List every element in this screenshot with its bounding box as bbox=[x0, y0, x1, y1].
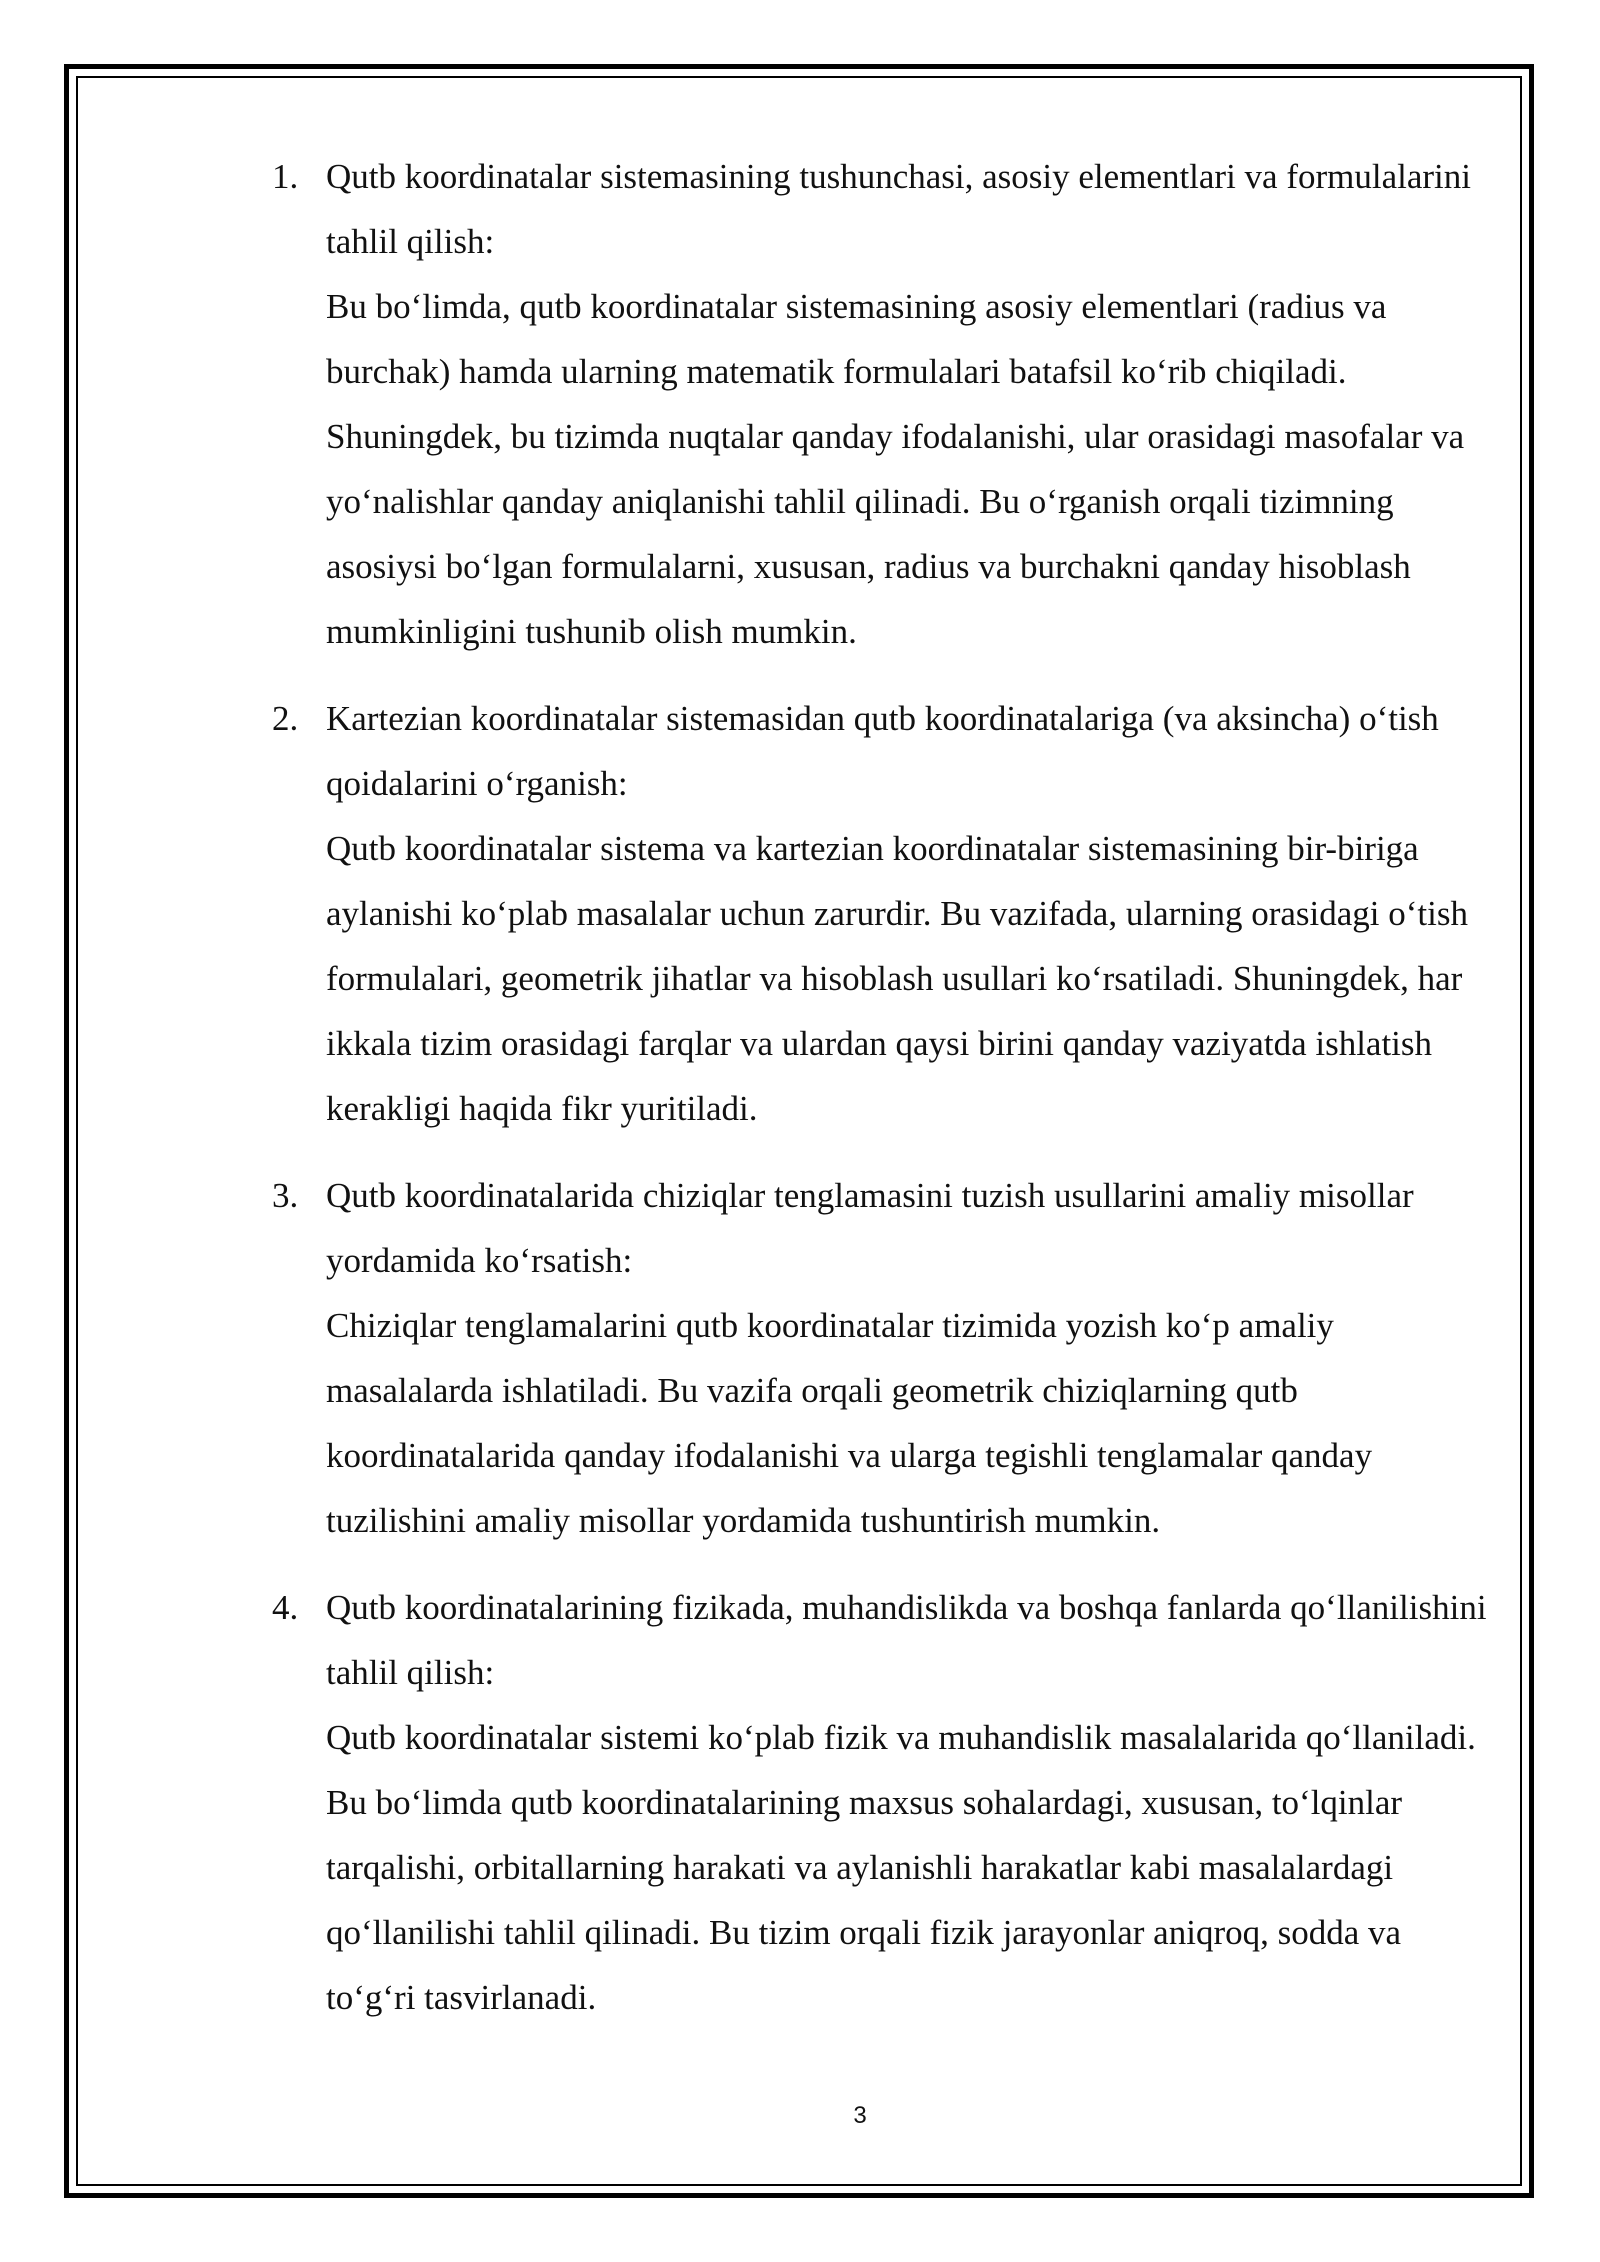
list-item-heading: Qutb koordinatalar sistemasining tushunchasi, asosiy elementlari va formulalarini tahlil qilish: bbox=[326, 157, 1472, 261]
list-item-body: Qutb koordinatalar sistemi ko‘plab fizik va muhandislik masalalarida qo‘llaniladi. Bu bo‘limda qutb koordinatalarining maxsus sohalardagi, xususan, to‘lqinlar tarqalishi, orbitallarning harakati va aylanishli harakatlar kabi masalalardagi qo‘llanilishi tahlil qilinadi. Bu tizim orqali fizik jarayonlar aniqroq, sodda va to‘g‘ri tasvirlanadi. bbox=[326, 1718, 1476, 2017]
list-item-heading: Qutb koordinatalarida chiziqlar tenglamasini tuzish usullarini amaliy misollar yordamida ko‘rsatish: bbox=[326, 1176, 1414, 1280]
list-item-number: 2. bbox=[272, 699, 299, 738]
document-body bbox=[272, 144, 1492, 2052]
page-number: 3 bbox=[853, 2102, 867, 2129]
list-item-heading: Qutb koordinatalarining fizikada, muhandislikda va boshqa fanlarda qo‘llanilishini tahlil qilish: bbox=[326, 1588, 1487, 1692]
list-item-number: 3. bbox=[272, 1176, 299, 1215]
list-item bbox=[272, 1163, 1492, 1553]
list-item-body: Bu bo‘limda, qutb koordinatalar sistemasining asosiy elementlari (radius va burchak) hamda ularning matematik formulalari batafsil ko‘rib chiqiladi. Shuningdek, bu tizimda nuqtalar qanday ifodalanishi, ular orasidagi masofalar va yo‘nalishlar qanday aniqlanishi tahlil qilinadi. Bu o‘rganish orqali tizimning asosiysi bo‘lgan formulalarni, xususan, radius va burchakni qanday hisoblash mumkinligini tushunib olish mumkin. bbox=[326, 287, 1465, 651]
list-item-number: 4. bbox=[272, 1588, 299, 1627]
list-item bbox=[272, 144, 1492, 664]
list-item-body: Chiziqlar tenglamalarini qutb koordinatalar tizimida yozish ko‘p amaliy masalalarda ishlatiladi. Bu vazifa orqali geometrik chiziqlarning qutb koordinatalarida qanday ifodalanishi va ularga tegishli tenglamalar qanday tuzilishini amaliy misollar yordamida tushuntirish mumkin. bbox=[326, 1306, 1373, 1540]
list-item-number: 1. bbox=[272, 157, 299, 196]
list-item-heading: Kartezian koordinatalar sistemasidan qutb koordinatalariga (va aksincha) o‘tish qoidalarini o‘rganish: bbox=[326, 699, 1439, 803]
numbered-list bbox=[272, 144, 1492, 2030]
list-item bbox=[272, 686, 1492, 1141]
list-item-body: Qutb koordinatalar sistema va kartezian koordinatalar sistemasining bir-biriga aylanishi ko‘plab masalalar uchun zarurdir. Bu vazifada, ularning orasidagi o‘tish formulalari, geometrik jihatlar va hisoblash usullari ko‘rsatiladi. Shuningdek, har ikkala tizim orasidagi farqlar va ulardan qaysi birini qanday vaziyatda ishlatish kerakligi haqida fikr yuritiladi. bbox=[326, 829, 1468, 1128]
list-item bbox=[272, 1575, 1492, 2030]
